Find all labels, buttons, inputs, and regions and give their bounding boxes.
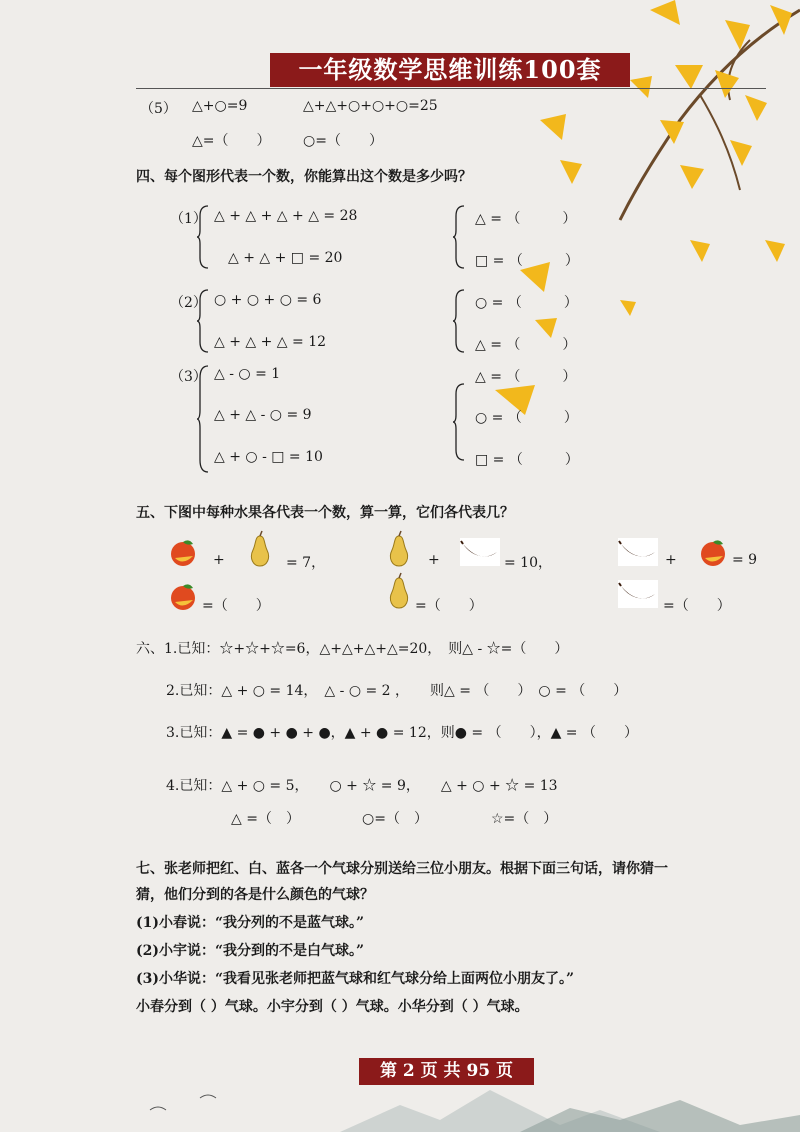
answer-blank: △ = （ ）: [475, 211, 577, 227]
answer-blank: △ =（ ）: [231, 811, 300, 827]
pear-icon: [384, 530, 414, 568]
plus-sign: +: [665, 552, 677, 568]
result-text: = 9: [732, 552, 758, 568]
answer-blank: =（ ）: [663, 598, 731, 614]
answer-blank: =（ ）: [415, 598, 483, 614]
section-heading: 四、每个图形代表一个数，你能算出这个数是多少吗？: [136, 169, 472, 185]
equation: △ + △ + △ + △ = 28: [214, 208, 358, 224]
banana-icon: [618, 580, 658, 608]
left-brace: [452, 382, 466, 462]
answer-blank: =（ ）: [202, 598, 270, 614]
answer-blank: ○ = （ ）: [475, 295, 578, 311]
ink-landscape-decoration: [140, 1070, 800, 1132]
answer-blank: ○=（ ）: [362, 811, 428, 827]
pear-icon: [384, 572, 414, 610]
left-brace: [196, 364, 210, 474]
equation: △+○=9: [192, 98, 248, 114]
statement: (2)小宇说：“我分到的不是白气球。”: [136, 943, 365, 959]
peach-icon: [167, 580, 199, 612]
result-text: = 10，: [504, 555, 552, 571]
problem-number: （2）: [170, 295, 207, 311]
section-heading: 七、张老师把红、白、蓝各一个气球分别送给三位小朋友。根据下面三句话，请你猜一: [136, 861, 668, 877]
plus-sign: +: [428, 552, 440, 568]
problem-number: （3）: [170, 369, 207, 385]
answer-blank: △ = （ ）: [475, 369, 577, 385]
section-heading: 五、下图中每种水果各代表一个数，算一算，它们各代表几？: [136, 505, 514, 521]
peach-icon: [167, 536, 199, 568]
left-brace: [452, 204, 466, 270]
answer-blank: △=（ ）: [192, 133, 271, 149]
question-text: 六、1.已知：☆+☆+☆=6，△+△+△+△=20， 则△ - ☆=（ ）: [136, 641, 569, 657]
equation: △ + △ + △ = 12: [214, 334, 327, 350]
answer-blank: □ = （ ）: [475, 452, 579, 468]
banana-icon: [460, 538, 500, 566]
left-brace: [196, 288, 210, 354]
question-text: 2.已知：△ + ○ = 14， △ - ○ = 2 ， 则△ = （ ） ○ = （ ）: [166, 683, 628, 699]
page-title: 一年级数学思维训练100套: [270, 53, 630, 87]
equation: △ + △ + □ = 20: [228, 250, 343, 266]
section-heading-cont: 猜，他们分到的各是什么颜色的气球？: [136, 887, 374, 903]
problem-number: （5）: [140, 101, 177, 117]
question-text: 4.已知：△ + ○ = 5， ○ + ☆ = 9， △ + ○ + ☆ = 13: [166, 778, 558, 794]
equation: △ - ○ = 1: [214, 366, 281, 382]
equation: △ + △ - ○ = 9: [214, 407, 312, 423]
header-divider: [136, 88, 766, 89]
statement: (3)小华说：“我看见张老师把蓝气球和红气球分给上面两位小朋友了。”: [136, 971, 575, 987]
equation: △+△+○+○+○=25: [303, 98, 438, 114]
page-number: 第 2 页 共 95 页: [359, 1058, 534, 1085]
equation: ○ + ○ + ○ = 6: [214, 292, 322, 308]
answer-line: 小春分到（ ）气球。小宇分到（ ）气球。小华分到（ ）气球。: [136, 999, 529, 1015]
peach-icon: [697, 536, 729, 568]
plus-sign: +: [213, 552, 225, 568]
left-brace: [452, 288, 466, 354]
equation: △ + ○ - □ = 10: [214, 449, 323, 465]
problem-number: （1）: [170, 211, 207, 227]
answer-blank: ○=（ ）: [303, 133, 383, 149]
answer-blank: ○ = （ ）: [475, 410, 578, 426]
ginkgo-branch-decoration: [500, 0, 800, 340]
answer-blank: □ = （ ）: [475, 253, 579, 269]
answer-blank: ☆=（ ）: [491, 811, 558, 827]
left-brace: [196, 204, 210, 270]
statement: (1)小春说：“我分列的不是蓝气球。”: [136, 915, 365, 931]
banana-icon: [618, 538, 658, 566]
answer-blank: △ = （ ）: [475, 337, 577, 353]
result-text: = 7，: [286, 555, 326, 571]
question-text: 3.已知：▲ = ● + ● + ●，▲ + ● = 12，则● = （ ），▲ = （ ）: [166, 725, 638, 741]
pear-icon: [245, 530, 275, 568]
